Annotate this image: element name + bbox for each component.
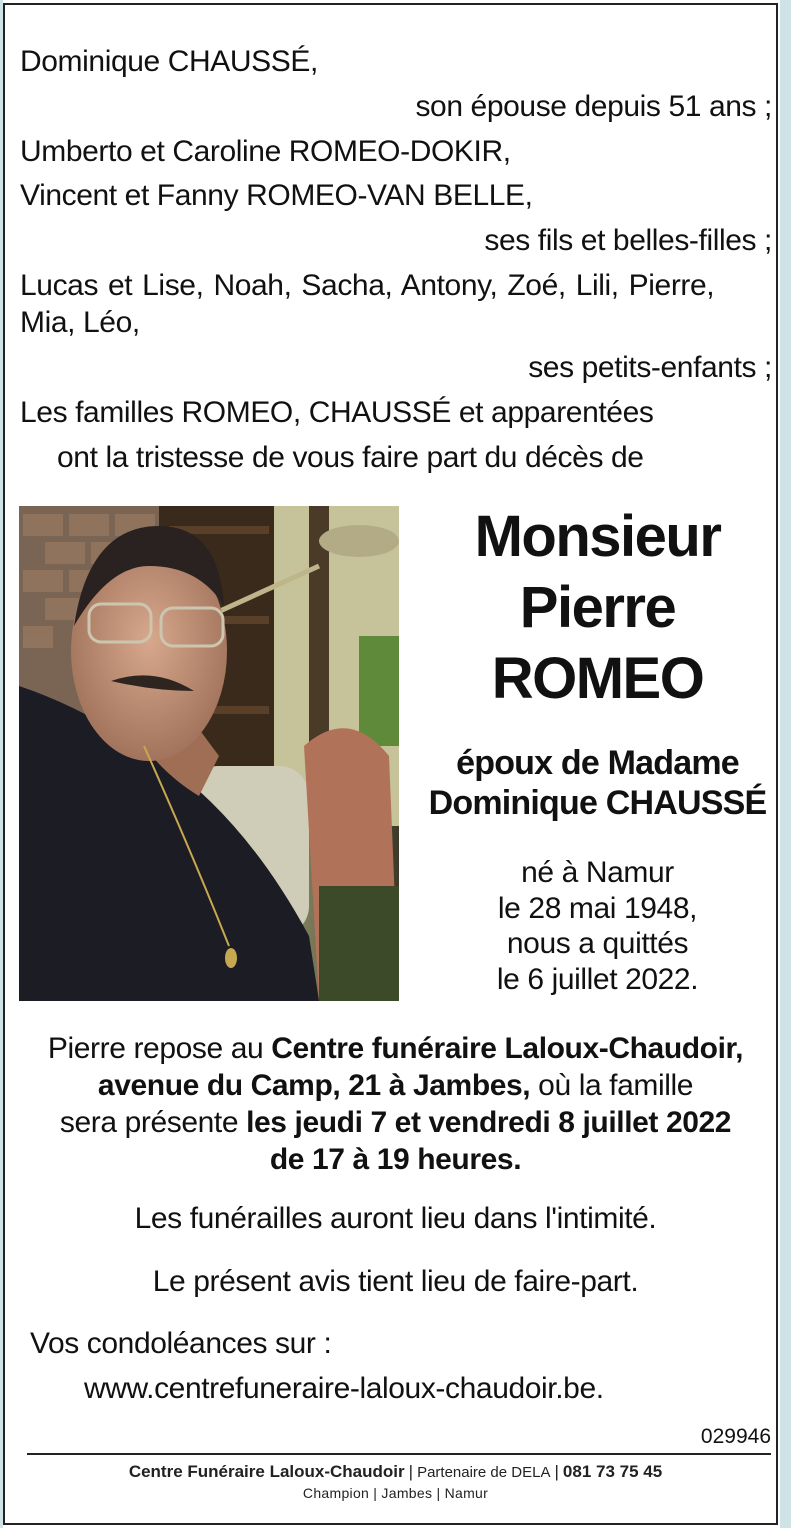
birth-place: né à Namur: [521, 856, 674, 889]
repose-text-2: où la famille: [530, 1069, 694, 1102]
family-line-spouse-role: son épouse depuis 51 ans ;: [415, 90, 772, 123]
family-line-spouse-name: Dominique CHAUSSÉ,: [20, 45, 318, 78]
footer-company-line: [0, 1461, 791, 1484]
funeral-center-name: Centre funéraire Laloux-Chaudoir,: [271, 1032, 744, 1065]
footer-divider: [27, 1453, 771, 1455]
condolences-label: Vos condoléances sur :: [30, 1327, 332, 1360]
funeral-center-address: avenue du Camp, 21 à Jambes,: [97, 1069, 531, 1102]
notice-note: Le présent avis tient lieu de faire-part.: [152, 1265, 639, 1298]
footer-partner: Partenaire de DELA: [417, 1464, 551, 1481]
death-text: nous a quittés: [506, 927, 689, 960]
announcement-line: ont la tristesse de vous faire part du décès de: [57, 441, 644, 474]
footer-company-name: Centre Funéraire Laloux-Chaudoir: [128, 1462, 405, 1481]
repose-text-1: Pierre repose au: [47, 1032, 272, 1065]
spouse-line-1: époux de Madame: [456, 744, 739, 782]
funeral-private-note: Les funérailles auront lieu dans l'intimité.: [134, 1202, 657, 1235]
footer-locations: Champion | Jambes | Namur: [302, 1485, 489, 1501]
deceased-first-name: Pierre: [519, 575, 676, 640]
family-line-son-1: Umberto et Caroline ROMEO-DOKIR,: [20, 135, 511, 168]
family-line-families: Les familles ROMEO, CHAUSSÉ et apparentées: [20, 396, 654, 429]
death-date: le 6 juillet 2022.: [496, 963, 699, 996]
footer-separator: |: [554, 1462, 559, 1481]
spouse-line-2: Dominique CHAUSSÉ: [428, 784, 767, 822]
family-line-sons-role: ses fils et belles-filles ;: [484, 224, 772, 257]
condolences-website-link[interactable]: www.centrefuneraire-laloux-chaudoir.be.: [84, 1372, 604, 1405]
repose-text-3: sera présente: [59, 1106, 247, 1139]
notice-reference: 029946: [700, 1425, 771, 1448]
footer-phone: 081 73 75 45: [562, 1462, 663, 1481]
deceased-photo: [19, 506, 399, 1001]
repose-line-3: [0, 1104, 791, 1142]
deceased-last-name: ROMEO: [491, 646, 704, 711]
family-line-grandchildren-role: ses petits-enfants ;: [528, 351, 772, 384]
birth-date: le 28 mai 1948,: [497, 892, 698, 925]
footer-separator: |: [408, 1462, 414, 1481]
repose-line-1: [0, 1030, 791, 1068]
family-line-grandchildren: Lucas et Lise, Noah, Sacha, Antony, Zoé, Lili, Pierre,: [20, 269, 715, 302]
family-line-grandchildren-cont: Mia, Léo,: [20, 306, 140, 339]
visitation-dates: les jeudi 7 et vendredi 8 juillet 2022: [246, 1106, 732, 1139]
repose-line-2: [0, 1067, 791, 1105]
visitation-hours: de 17 à 19 heures.: [269, 1143, 522, 1176]
family-line-son-2: Vincent et Fanny ROMEO-VAN BELLE,: [20, 179, 533, 212]
deceased-title: Monsieur: [474, 504, 721, 569]
